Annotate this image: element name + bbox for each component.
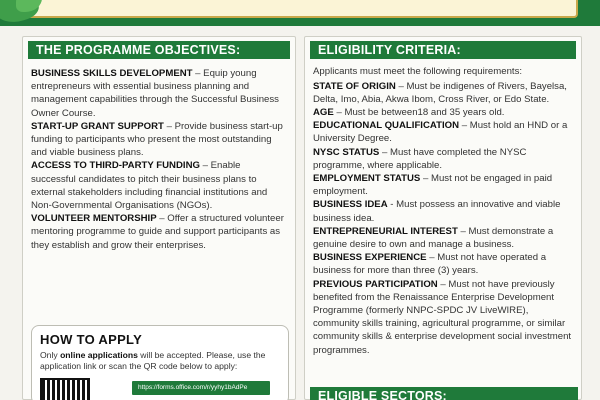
item-desc: – Equip young entrepreneurs with essential business planning and management capabilities through the Successful Business Owner Course. [31, 68, 279, 119]
item-key: STATE OF ORIGIN [313, 80, 396, 92]
objectives-list [23, 59, 295, 252]
item-key: NYSC STATUS [313, 146, 380, 158]
item-key: EDUCATIONAL QUALIFICATION [313, 120, 460, 132]
objectives-heading: THE PROGRAMME OBJECTIVES: [28, 41, 290, 59]
item-desc: – Must not have previously benefited from the Renaissance Enterprise Development Programme (formerly NNPC-SPDC JV LiveWIRE), community skills training, agricultural programme, or similar community skills & enterprise development social investment programmes. [313, 278, 572, 356]
application-link[interactable]: https://forms.office.com/r/yyhy1bAdPe [132, 381, 270, 395]
list-item [313, 198, 573, 224]
item-desc: – Must not have operated a business for more than three (3) years. [313, 252, 547, 277]
how-to-apply-heading: HOW TO APPLY [40, 332, 143, 347]
qr-code-icon[interactable] [40, 378, 90, 400]
item-desc: - Must possess an innovative and viable business idea. [313, 199, 561, 224]
item-key: BUSINESS SKILLS DEVELOPMENT [31, 68, 193, 79]
top-banner-inner [22, 0, 578, 18]
list-item [313, 119, 573, 145]
list-item [31, 120, 287, 160]
item-key: ENTREPRENEURIAL INTEREST [313, 225, 458, 237]
sectors-heading: ELIGIBLE SECTORS: [310, 387, 578, 400]
list-item [313, 80, 573, 106]
item-desc: – Must not be engaged in paid employment. [313, 172, 553, 198]
item-desc: – Provide business start-up funding to participants who present the most outstanding and viable business plans. [31, 120, 283, 159]
top-banner [0, 0, 600, 26]
list-item [31, 212, 287, 252]
how-text-pre: Only [40, 350, 61, 360]
item-key: ACCESS TO THIRD-PARTY FUNDING [31, 160, 200, 172]
list-item [31, 159, 287, 212]
item-desc: – Offer a structured volunteer mentoring programme to guide and support participants as they establish and grow their enterprises. [31, 213, 284, 251]
list-item [313, 146, 573, 172]
item-desc: – Must demonstrate a genuine desire to own and manage a business. [313, 225, 554, 250]
list-item [313, 278, 573, 357]
item-key: START-UP GRANT SUPPORT [31, 120, 164, 132]
eligibility-heading: ELIGIBILITY CRITERIA: [310, 41, 576, 59]
eligibility-panel [304, 36, 582, 400]
eligibility-intro: Applicants must meet the following requirements: [313, 66, 523, 77]
item-desc: – Must be between18 and 35 years old. [333, 106, 505, 118]
item-desc: – Must be indigenes of Rivers, Bayelsa, Delta, Imo, Abia, Akwa Ibom, Cross River, or Edo State. [313, 80, 567, 105]
item-desc: – Enable successful candidates to pitch their business plans to external stakeholders including financial institutions and Non-Governmental Organisations (NGOs). [31, 160, 268, 212]
list-item [313, 172, 573, 198]
how-text-bold: online applications [60, 350, 138, 360]
how-to-apply-box [31, 325, 289, 400]
item-key: AGE [313, 106, 334, 118]
objectives-panel [22, 36, 296, 400]
item-key: BUSINESS EXPERIENCE [313, 252, 427, 264]
item-key: VOLUNTEER MENTORSHIP [31, 213, 157, 225]
item-desc: – Must hold an HND or a University Degree. [313, 120, 568, 145]
eligibility-list [305, 79, 581, 357]
list-item [313, 106, 573, 119]
item-key: PREVIOUS PARTICIPATION [313, 278, 438, 290]
item-key: BUSINESS IDEA [313, 199, 388, 211]
item-key: EMPLOYMENT STATUS [313, 172, 421, 184]
list-item [313, 251, 573, 277]
how-text-post: will be accepted. Please, use the application link or scan the QR code below to apply: [40, 350, 266, 371]
list-item [31, 67, 287, 120]
item-desc: – Must have completed the NYSC programme, where applicable. [313, 146, 527, 171]
list-item [313, 225, 573, 251]
how-to-apply-text [40, 350, 280, 372]
